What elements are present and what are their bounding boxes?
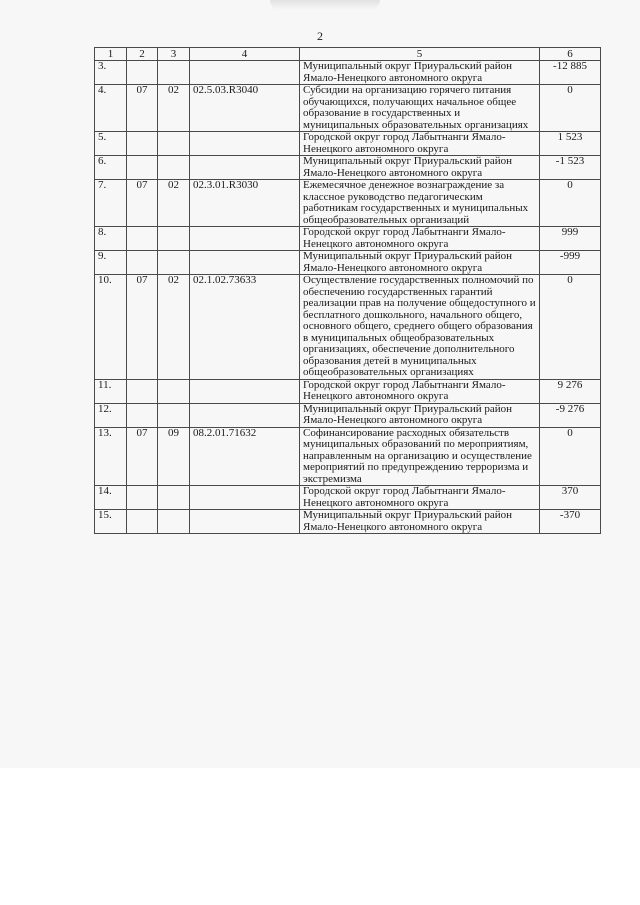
target-code-cell — [190, 61, 300, 85]
table-row — [95, 379, 601, 403]
target-code-cell — [190, 486, 300, 510]
column-header: 1 — [95, 48, 127, 61]
description-cell: Городской округ город Лабытнанги Ямало-Ненецкого автономного округа — [300, 379, 540, 403]
scan-shadow — [270, 0, 380, 10]
amount-cell: 9 276 — [540, 379, 601, 403]
amount-cell: 1 523 — [540, 132, 601, 156]
subsection-cell — [158, 251, 190, 275]
description-cell: Муниципальный округ Приуральский район Ямало-Ненецкого автономного округа — [300, 61, 540, 85]
row-number-cell: 10. — [95, 275, 127, 380]
column-header: 4 — [190, 48, 300, 61]
table-row — [95, 510, 601, 534]
description-cell: Муниципальный округ Приуральский район Ямало-Ненецкого автономного округа — [300, 510, 540, 534]
target-code-cell — [190, 132, 300, 156]
description-cell: Софинансирование расходных обязательств муниципальных образований по мероприятиям, направленным на организацию и осуществление мероприятий по предупреждению терроризма и экстремизма — [300, 427, 540, 486]
amount-cell: 0 — [540, 85, 601, 132]
amount-cell: 999 — [540, 227, 601, 251]
section-cell: 07 — [127, 275, 158, 380]
section-cell — [127, 251, 158, 275]
subsection-cell — [158, 510, 190, 534]
description-cell: Муниципальный округ Приуральский район Ямало-Ненецкого автономного округа — [300, 156, 540, 180]
target-code-cell — [190, 510, 300, 534]
section-cell — [127, 510, 158, 534]
table-row — [95, 227, 601, 251]
amount-cell: 0 — [540, 180, 601, 227]
table-row — [95, 275, 601, 380]
target-code-cell: 02.5.03.R3040 — [190, 85, 300, 132]
section-cell — [127, 379, 158, 403]
subsection-cell — [158, 227, 190, 251]
row-number-cell: 6. — [95, 156, 127, 180]
target-code-cell — [190, 156, 300, 180]
description-cell: Ежемесячное денежное вознаграждение за классное руководство педагогическим работникам государственных и муниципальных общеобразовательных организаций — [300, 180, 540, 227]
row-number-cell: 15. — [95, 510, 127, 534]
table-row — [95, 61, 601, 85]
table-row — [95, 427, 601, 486]
row-number-cell: 5. — [95, 132, 127, 156]
page-number: 2 — [317, 29, 323, 43]
target-code-cell: 02.3.01.R3030 — [190, 180, 300, 227]
row-number-cell: 12. — [95, 403, 127, 427]
amount-cell: -370 — [540, 510, 601, 534]
table-header-row — [95, 48, 601, 61]
amount-cell: -12 885 — [540, 61, 601, 85]
subsection-cell: 09 — [158, 427, 190, 486]
row-number-cell: 4. — [95, 85, 127, 132]
amount-cell: 0 — [540, 275, 601, 380]
description-cell: Муниципальный округ Приуральский район Ямало-Ненецкого автономного округа — [300, 251, 540, 275]
description-cell: Субсидии на организацию горячего питания обучающихся, получающих начальное общее образование в государственных и муниципальных образовательных организациях — [300, 85, 540, 132]
table-row — [95, 85, 601, 132]
table-row — [95, 180, 601, 227]
target-code-cell — [190, 251, 300, 275]
section-cell: 07 — [127, 427, 158, 486]
amount-cell: 0 — [540, 427, 601, 486]
column-header: 5 — [300, 48, 540, 61]
table-row — [95, 486, 601, 510]
target-code-cell — [190, 379, 300, 403]
section-cell: 07 — [127, 180, 158, 227]
description-cell: Городской округ город Лабытнанги Ямало-Ненецкого автономного округа — [300, 227, 540, 251]
row-number-cell: 11. — [95, 379, 127, 403]
description-cell: Городской округ город Лабытнанги Ямало-Ненецкого автономного округа — [300, 486, 540, 510]
budget-table — [94, 47, 601, 534]
section-cell — [127, 403, 158, 427]
description-cell: Городской округ город Лабытнанги Ямало-Ненецкого автономного округа — [300, 132, 540, 156]
subsection-cell: 02 — [158, 275, 190, 380]
target-code-cell: 02.1.02.73633 — [190, 275, 300, 380]
section-cell: 07 — [127, 85, 158, 132]
row-number-cell: 7. — [95, 180, 127, 227]
subsection-cell — [158, 486, 190, 510]
column-header: 3 — [158, 48, 190, 61]
description-cell: Муниципальный округ Приуральский район Ямало-Ненецкого автономного округа — [300, 403, 540, 427]
target-code-cell — [190, 403, 300, 427]
subsection-cell — [158, 156, 190, 180]
target-code-cell — [190, 227, 300, 251]
amount-cell: -1 523 — [540, 156, 601, 180]
amount-cell: 370 — [540, 486, 601, 510]
section-cell — [127, 61, 158, 85]
table-row — [95, 132, 601, 156]
section-cell — [127, 132, 158, 156]
section-cell — [127, 486, 158, 510]
row-number-cell: 13. — [95, 427, 127, 486]
row-number-cell: 9. — [95, 251, 127, 275]
section-cell — [127, 156, 158, 180]
target-code-cell: 08.2.01.71632 — [190, 427, 300, 486]
subsection-cell — [158, 379, 190, 403]
description-cell: Осуществление государственных полномочий по обеспечению государственных гарантий реализации прав на получение общедоступного и бесплатного дошкольного, начального общего, основного общего, среднего общего образования в муниципальных общеобразовательных организациях, обеспечение дополнительного образования детей в муниципальных общеобразовательных организациях — [300, 275, 540, 380]
column-header: 2 — [127, 48, 158, 61]
row-number-cell: 3. — [95, 61, 127, 85]
column-header: 6 — [540, 48, 601, 61]
subsection-cell — [158, 61, 190, 85]
table-row — [95, 251, 601, 275]
amount-cell: -9 276 — [540, 403, 601, 427]
subsection-cell — [158, 403, 190, 427]
subsection-cell: 02 — [158, 180, 190, 227]
row-number-cell: 14. — [95, 486, 127, 510]
blank-margin — [0, 768, 640, 905]
table-row — [95, 156, 601, 180]
amount-cell: -999 — [540, 251, 601, 275]
row-number-cell: 8. — [95, 227, 127, 251]
section-cell — [127, 227, 158, 251]
subsection-cell: 02 — [158, 85, 190, 132]
table-row — [95, 403, 601, 427]
subsection-cell — [158, 132, 190, 156]
